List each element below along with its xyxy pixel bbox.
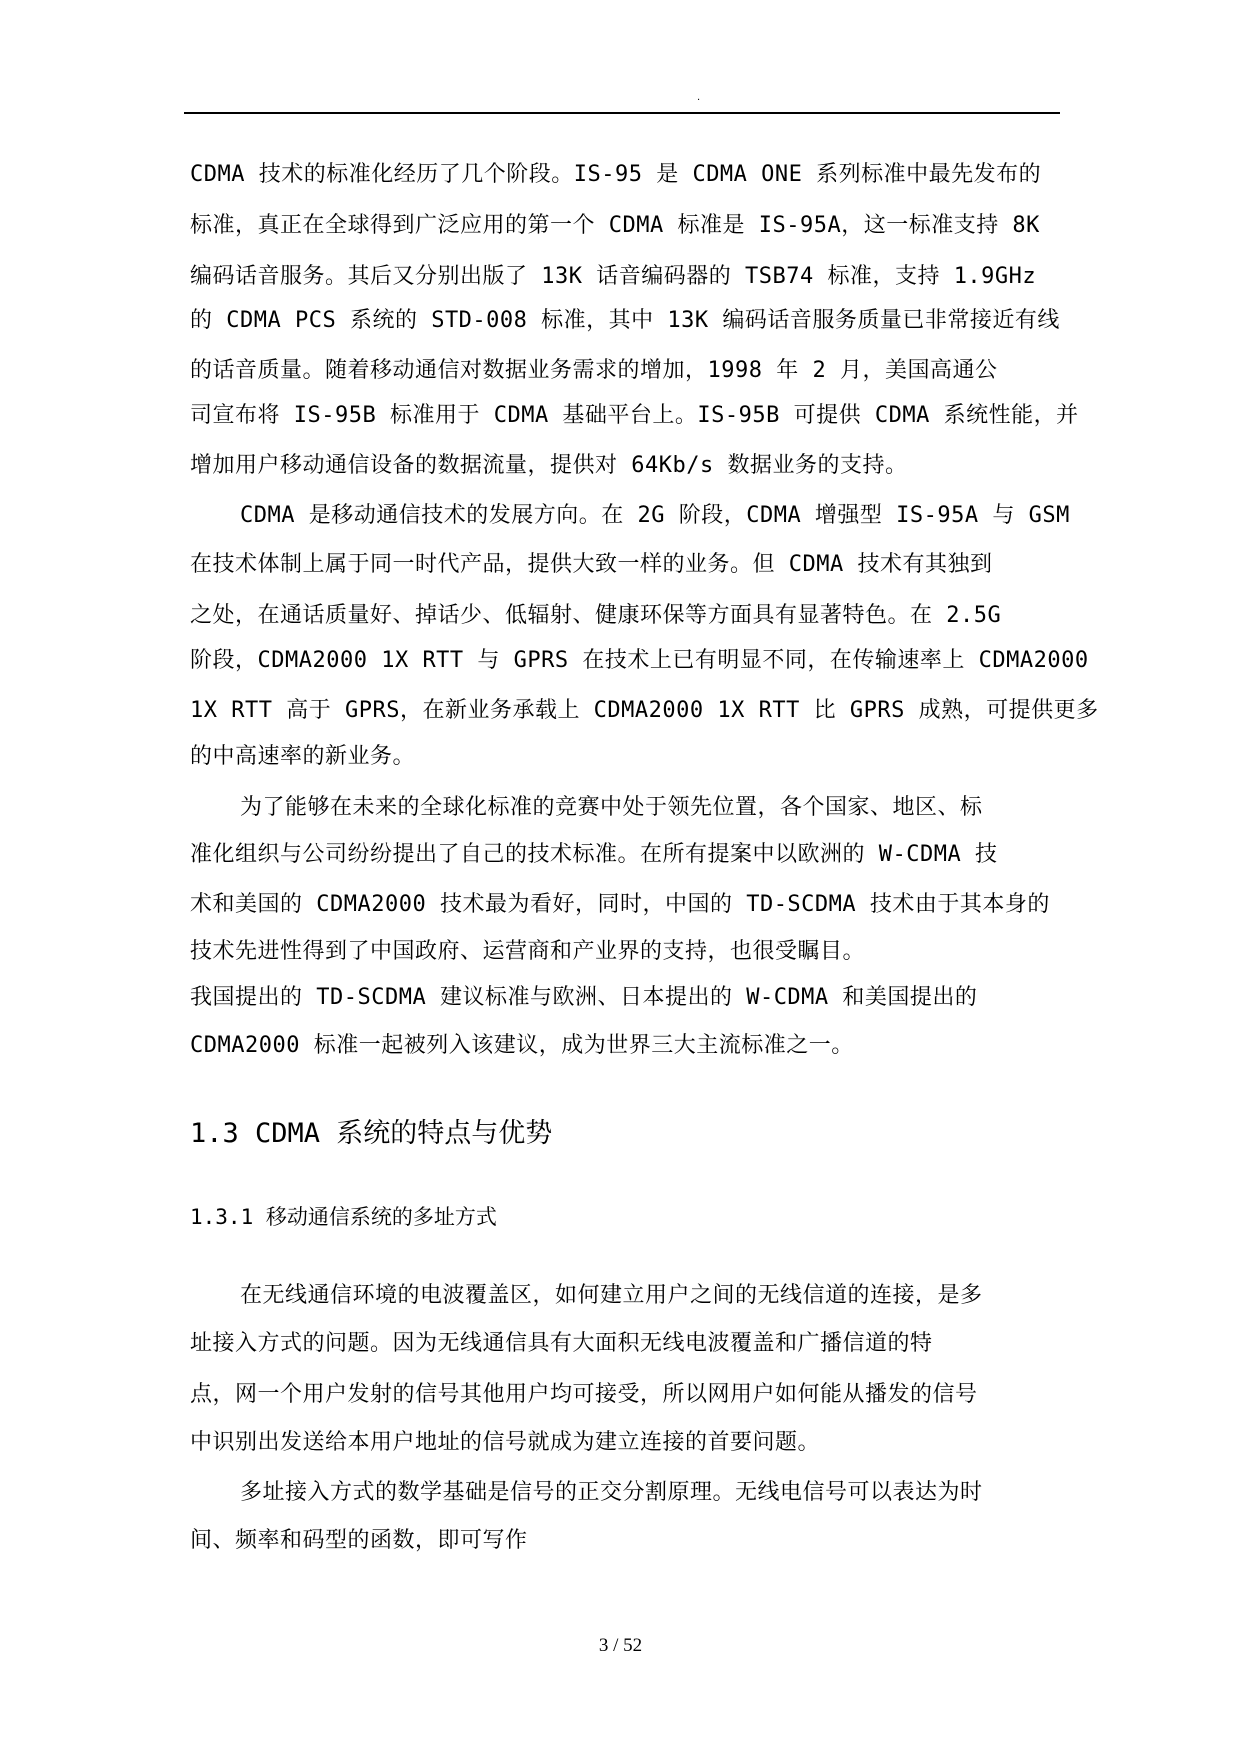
paragraph-2-line-3: 之处，在通话质量好、掉话少、低辐射、健康环保等方面具有显著特色。在 2.5G [190,603,1002,628]
paragraph-1-line-4: 的 CDMA PCS 系统的 STD-008 标准，其中 13K 编码话音服务质量已非常接近有线 [190,308,1060,333]
paragraph-1-line-5: 的话音质量。随着移动通信对数据业务需求的增加，1998 年 2 月，美国高通公 [190,358,998,383]
subsection-paragraph-1-line-2: 址接入方式的问题。因为无线通信具有大面积无线电波覆盖和广播信道的特 [190,1331,933,1356]
paragraph-2-line-5: 1X RTT 高于 GPRS，在新业务承载上 CDMA2000 1X RTT 比 GPRS 成熟，可提供更多 [190,698,1099,723]
subsection-paragraph-1-line-1: 在无线通信环境的电波覆盖区，如何建立用户之间的无线信道的连接，是多 [240,1283,983,1308]
paragraph-1-line-1: CDMA 技术的标准化经历了几个阶段。IS-95 是 CDMA ONE 系列标准中最先发布的 [190,162,1042,187]
paragraph-2-line-2: 在技术体制上属于同一时代产品，提供大致一样的业务。但 CDMA 技术有其独到 [190,552,993,577]
paragraph-3-line-1: 为了能够在未来的全球化标准的竞赛中处于领先位置，各个国家、地区、标 [240,795,983,820]
paragraph-1-line-6: 司宣布将 IS-95B 标准用于 CDMA 基础平台上。IS-95B 可提供 CDMA 系统性能，并 [190,403,1079,428]
paragraph-1-line-2: 标准，真正在全球得到广泛应用的第一个 CDMA 标准是 IS-95A，这一标准支持 8K [190,213,1040,238]
paragraph-4-line-2: CDMA2000 标准一起被列入该建议，成为世界三大主流标准之一。 [190,1033,854,1058]
paragraph-2-line-4: 阶段，CDMA2000 1X RTT 与 GPRS 在技术上已有明显不同，在传输速率上 CDMA2000 [190,648,1089,673]
paragraph-1-line-7: 增加用户移动通信设备的数据流量，提供对 64Kb/s 数据业务的支持。 [190,453,908,478]
subsection-paragraph-2-line-1: 多址接入方式的数学基础是信号的正交分割原理。无线电信号可以表达为时 [240,1480,983,1505]
paragraph-1-line-3: 编码话音服务。其后又分别出版了 13K 话音编码器的 TSB74 标准，支持 1.9GHz [190,264,1037,289]
header-mark: . [697,92,701,103]
header-rule [184,112,1060,114]
paragraph-3-line-3: 术和美国的 CDMA2000 技术最为看好，同时，中国的 TD-SCDMA 技术由于其本身的 [190,892,1050,917]
subsection-paragraph-1-line-3: 点，网一个用户发射的信号其他用户均可接受，所以网用户如何能从播发的信号 [190,1382,978,1407]
paragraph-2-line-1: CDMA 是移动通信技术的发展方向。在 2G 阶段，CDMA 增强型 IS-95A 与 GSM [240,503,1070,528]
paragraph-3-line-2: 准化组织与公司纷纷提出了自己的技术标准。在所有提案中以欧洲的 W-CDMA 技 [190,842,998,867]
subsection-paragraph-2-line-2: 间、频率和码型的函数，即可写作 [190,1528,528,1553]
subsection-heading: 1.3.1 移动通信系统的多址方式 [190,1205,497,1229]
paragraph-2-line-6: 的中高速率的新业务。 [190,744,416,769]
page-number: 3 / 52 [598,1635,643,1656]
paragraph-4-line-1: 我国提出的 TD-SCDMA 建议标准与欧洲、日本提出的 W-CDMA 和美国提出的 [190,985,978,1010]
paragraph-3-line-4: 技术先进性得到了中国政府、运营商和产业界的支持，也很受瞩目。 [190,939,866,964]
subsection-paragraph-1-line-4: 中识别出发送给本用户地址的信号就成为建立连接的首要问题。 [190,1430,821,1455]
section-heading: 1.3 CDMA 系统的特点与优势 [190,1118,553,1149]
